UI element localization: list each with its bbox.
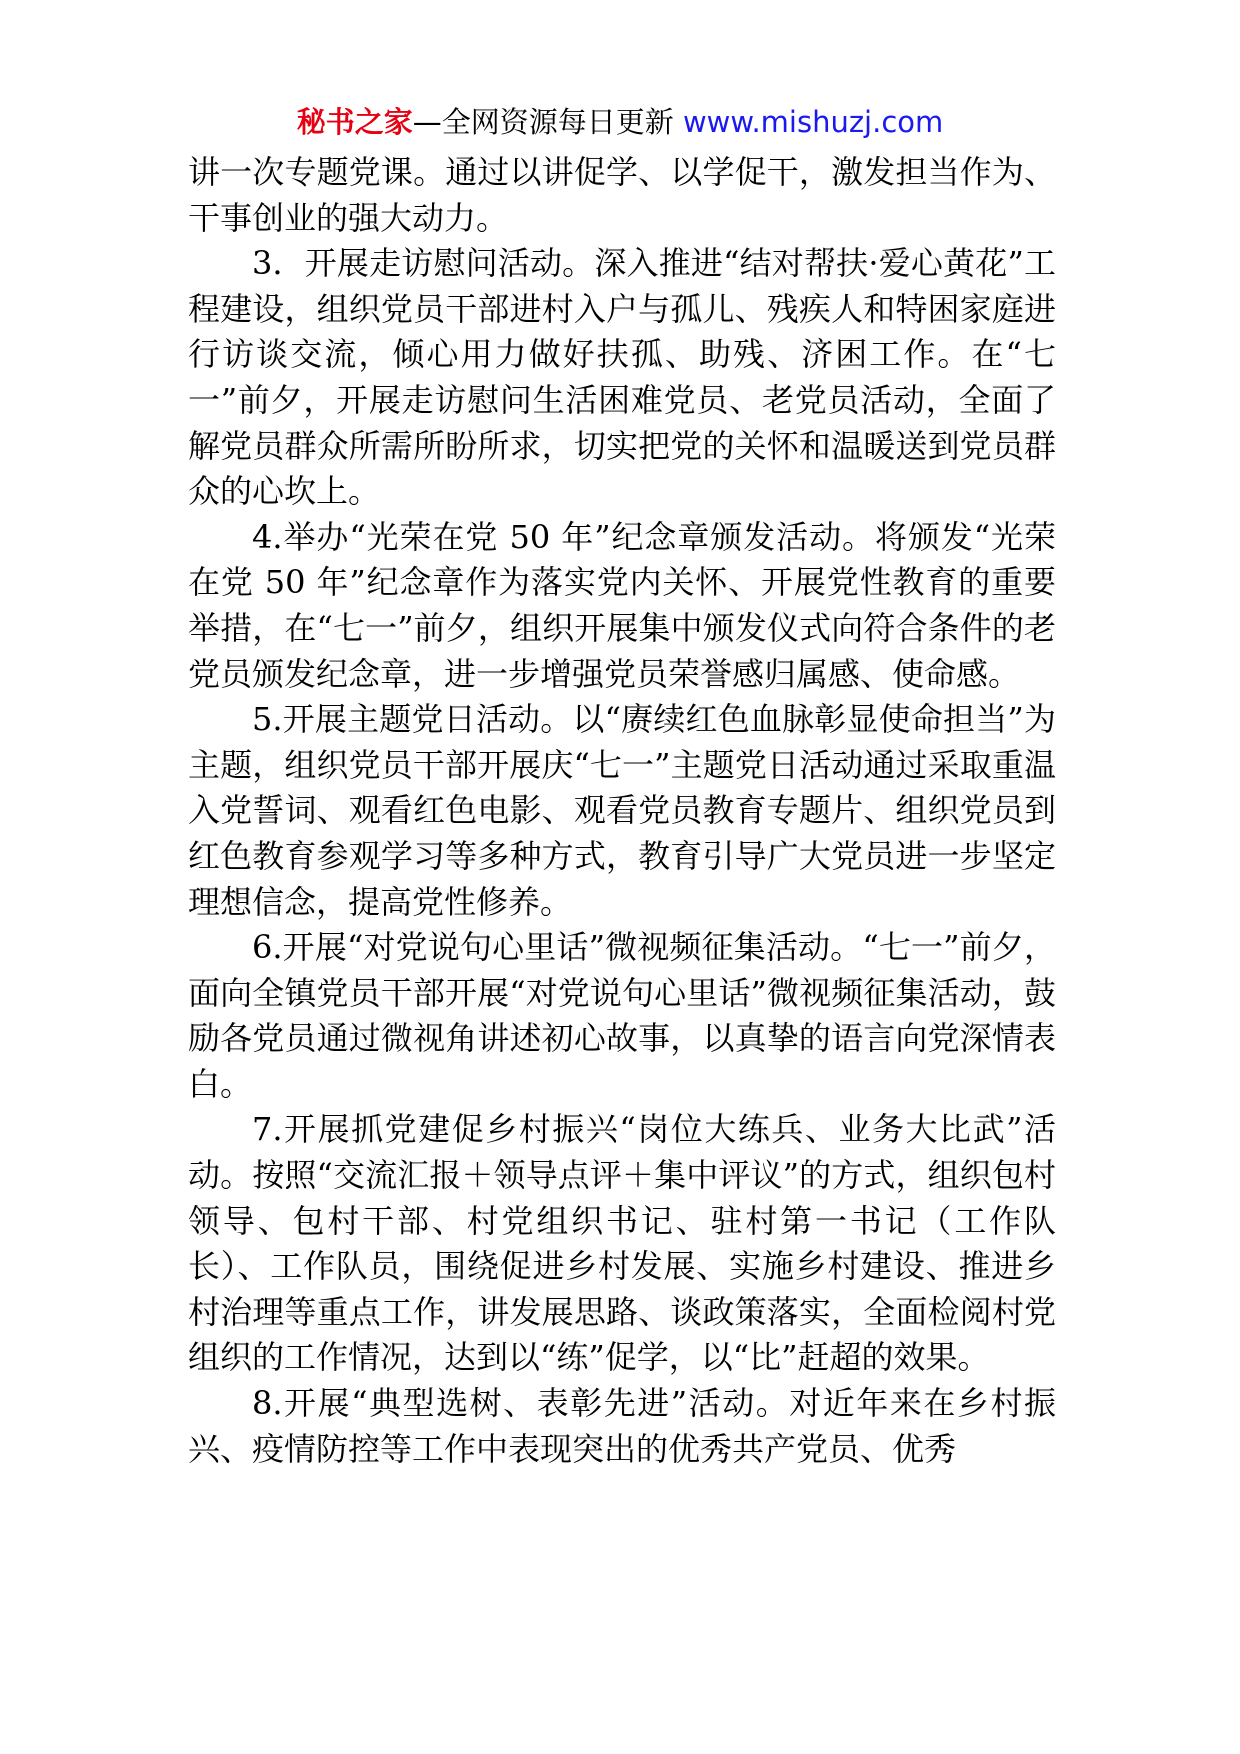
header-brand: 秘书之家: [296, 105, 413, 139]
paragraph-2: 3．开展走访慰问活动。深入推进“结对帮扶·爱心黄花”工程建设，组织党员干部进村入户与孤儿、残疾人和特困家庭进行访谈交流，倾心用力做好扶孤、助残、济困工作。在“七一”前夕，开展走访慰问生活困难党员、老党员活动，全面了解党员群众所需所盼所求，切实把党的关怀和温暖送到党员群众的心坎上。: [188, 244, 1056, 511]
header-slogan: —全网资源每日更新: [412, 105, 674, 139]
paragraph-1: 讲一次专题党课。通过以讲促学、以学促干，激发担当作为、干事创业的强大动力。: [188, 153, 1056, 237]
document-body: [188, 150, 1056, 1472]
paragraph-7: 8.开展“典型选树、表彰先进”活动。对近年来在乡村振兴、疫情防控等工作中表现突出的优秀共产党员、优秀: [188, 1384, 1056, 1468]
paragraph-4: 5.开展主题党日活动。以“赓续红色血脉彰显使命担当”为主题，组织党员干部开展庆“七一”主题党日活动通过采取重温入党誓词、观看红色电影、观看党员教育专题片、组织党员到红色教育参观学习等多种方式，教育引导广大党员进一步坚定理想信念，提高党性修养。: [188, 700, 1056, 921]
paragraph-5: 6.开展“对党说句心里话”微视频征集活动。“七一”前夕，面向全镇党员干部开展“对党说句心里话”微视频征集活动，鼓励各党员通过微视角讲述初心故事，以真挚的语言向党深情表白。: [188, 928, 1056, 1103]
page-header: [0, 100, 1240, 144]
paragraph-3: 4.举办“光荣在党 50 年”纪念章颁发活动。将颁发“光荣在党 50 年”纪念章作为落实党内关怀、开展党性教育的重要举措，在“七一”前夕，组织开展集中颁发仪式向符合条件的老党员颁发纪念章，进一步增强党员荣誉感归属感、使命感。: [188, 517, 1056, 693]
paragraph-6: 7.开展抓党建促乡村振兴“岗位大练兵、业务大比武”活动。按照“交流汇报＋领导点评＋集中评议”的方式，组织包村领导、包村干部、村党组织书记、驻村第一书记（工作队长）、工作队员，围绕促进乡村发展、实施乡村建设、推进乡村治理等重点工作，讲发展思路、谈政策落实，全面检阅村党组织的工作情况，达到以“练”促学，以“比”赶超的效果。: [188, 1110, 1056, 1377]
header-url-link[interactable]: www.mishuzj.com: [682, 105, 944, 139]
